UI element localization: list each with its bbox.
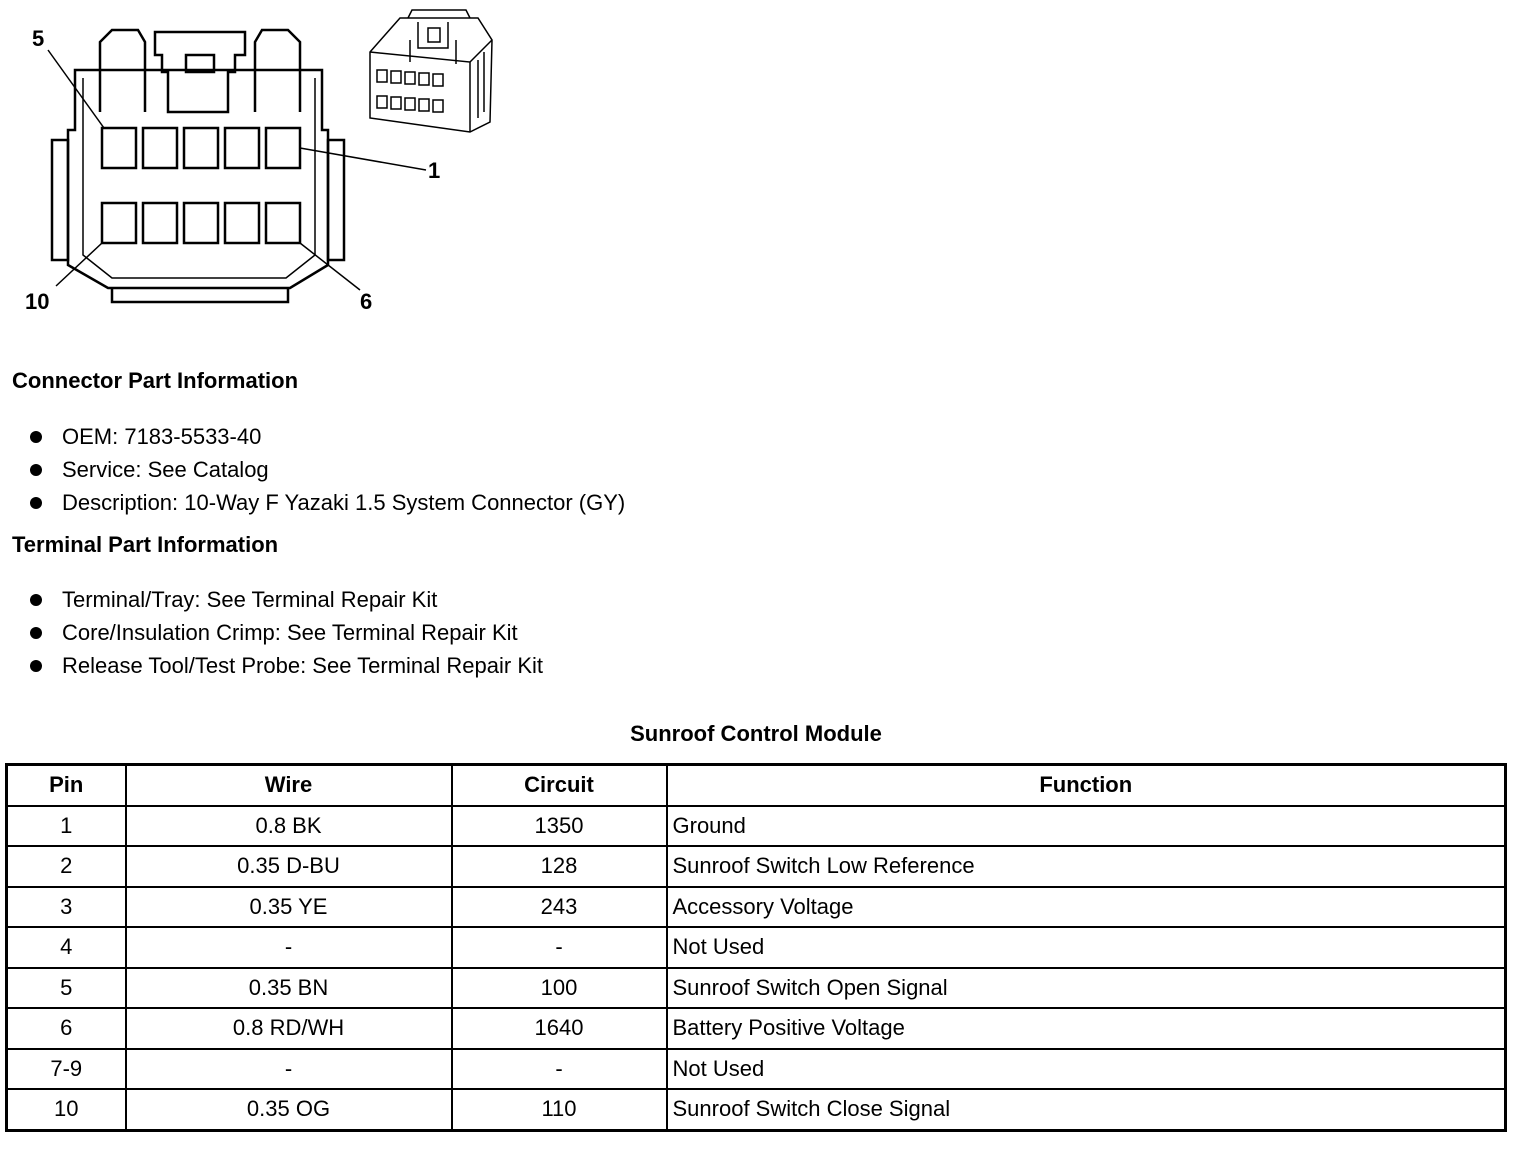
cell-pin: 6 — [7, 1008, 126, 1049]
cavity-2 — [225, 128, 259, 168]
cavity-4 — [143, 128, 177, 168]
cell-wire: - — [126, 1049, 452, 1090]
cell-wire: 0.8 BK — [126, 806, 452, 847]
cell-circuit: 128 — [452, 846, 667, 887]
cell-wire: 0.8 RD/WH — [126, 1008, 452, 1049]
cavity-1 — [266, 128, 300, 168]
list-item-service: Service: See Catalog — [28, 453, 625, 486]
cavity-8 — [184, 203, 218, 243]
column-header-circuit: Circuit — [452, 765, 667, 806]
cell-wire: 0.35 OG — [126, 1089, 452, 1130]
pin-table — [5, 763, 1507, 1132]
cell-circuit: 1350 — [452, 806, 667, 847]
cell-function: Not Used — [667, 927, 1506, 968]
callout-5: 5 — [32, 26, 45, 51]
cell-function: Sunroof Switch Low Reference — [667, 846, 1506, 887]
cell-circuit: - — [452, 1049, 667, 1090]
list-item-description: Description: 10-Way F Yazaki 1.5 System Connector (GY) — [28, 486, 625, 519]
table-row — [7, 887, 1506, 928]
column-header-function: Function — [667, 765, 1506, 806]
connector-isometric-view — [370, 10, 492, 132]
cell-circuit: - — [452, 927, 667, 968]
list-item-crimp: Core/Insulation Crimp: See Terminal Repair Kit — [28, 616, 543, 649]
cell-pin: 4 — [7, 927, 126, 968]
list-item-oem: OEM: 7183-5533-40 — [28, 420, 625, 453]
table-header-row — [7, 765, 1506, 806]
cell-circuit: 1640 — [452, 1008, 667, 1049]
callout-10: 10 — [25, 289, 50, 314]
table-row — [7, 927, 1506, 968]
bottom-foot — [112, 288, 288, 302]
cavity-10 — [102, 203, 136, 243]
list-item-release-tool: Release Tool/Test Probe: See Terminal Repair Kit — [28, 649, 543, 682]
connector-housing — [68, 70, 328, 288]
cavity-6 — [266, 203, 300, 243]
pin-cavities — [102, 128, 300, 243]
cell-pin: 5 — [7, 968, 126, 1009]
housing-inner-outline — [83, 78, 315, 278]
cell-wire: 0.35 YE — [126, 887, 452, 928]
cell-wire: 0.35 D-BU — [126, 846, 452, 887]
connector-face-diagram — [0, 0, 520, 330]
cell-pin: 1 — [7, 806, 126, 847]
right-rail — [328, 140, 344, 260]
table-row — [7, 1089, 1506, 1130]
cell-function: Accessory Voltage — [667, 887, 1506, 928]
terminal-info-list — [28, 583, 543, 682]
cell-circuit: 110 — [452, 1089, 667, 1130]
table-row — [7, 1008, 1506, 1049]
callout-6: 6 — [360, 289, 373, 314]
cell-function: Sunroof Switch Open Signal — [667, 968, 1506, 1009]
terminal-info-heading: Terminal Part Information — [12, 532, 279, 557]
cell-pin: 3 — [7, 887, 126, 928]
cavity-5 — [102, 128, 136, 168]
cavity-7 — [225, 203, 259, 243]
table-row — [7, 968, 1506, 1009]
list-item-terminal-tray: Terminal/Tray: See Terminal Repair Kit — [28, 583, 543, 616]
cell-pin: 7-9 — [7, 1049, 126, 1090]
connector-info-heading: Connector Part Information — [12, 368, 299, 393]
leader-line-6 — [300, 243, 360, 290]
left-rail — [52, 140, 68, 260]
column-header-pin: Pin — [7, 765, 126, 806]
cell-function: Sunroof Switch Close Signal — [667, 1089, 1506, 1130]
cell-function: Ground — [667, 806, 1506, 847]
cell-circuit: 243 — [452, 887, 667, 928]
cavity-9 — [143, 203, 177, 243]
table-row — [7, 806, 1506, 847]
cell-pin: 10 — [7, 1089, 126, 1130]
table-row — [7, 846, 1506, 887]
cell-function: Battery Positive Voltage — [667, 1008, 1506, 1049]
cell-wire: 0.35 BN — [126, 968, 452, 1009]
cavity-3 — [184, 128, 218, 168]
column-header-wire: Wire — [126, 765, 452, 806]
table-title: Sunroof Control Module — [630, 721, 882, 746]
cell-circuit: 100 — [452, 968, 667, 1009]
connector-info-list — [28, 420, 625, 519]
cell-pin: 2 — [7, 846, 126, 887]
cell-wire: - — [126, 927, 452, 968]
callout-1: 1 — [428, 158, 441, 183]
cell-function: Not Used — [667, 1049, 1506, 1090]
table-row — [7, 1049, 1506, 1090]
leader-line-1 — [300, 148, 426, 170]
